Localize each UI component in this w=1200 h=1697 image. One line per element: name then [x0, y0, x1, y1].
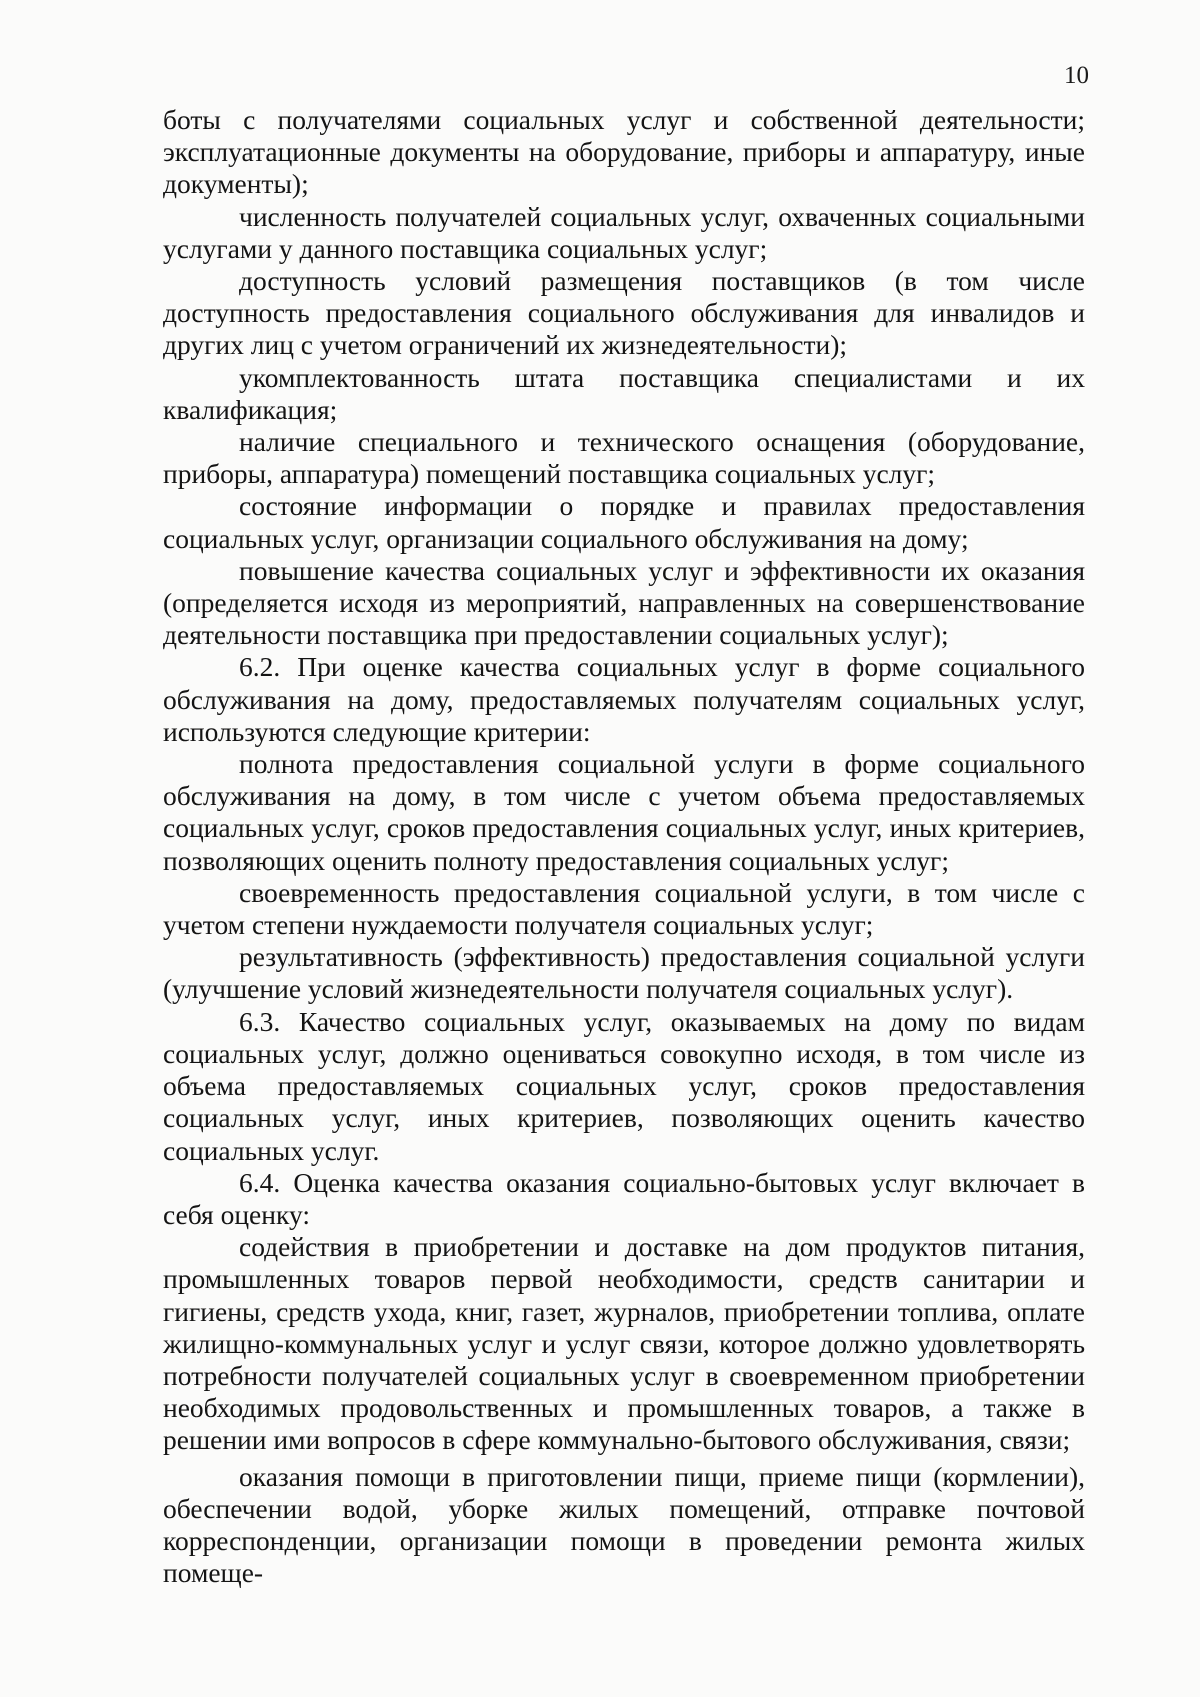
paragraph-purchase-assistance: содействия в приобретении и доставке на дом продуктов питания, промышленных товаров первой необходимости, средств санитарии и гигиены, средств ухода, книг, газет, журналов, приобретении топлива, оплате жилищно-коммунальных услуг и услуг связи, которое должно удовлетворять потребности получателей социальных услуг в своевременном приобретении необходимых продовольственных и промышленных товаров, а также в решении ими вопросов в сфере коммунально-бытового обслуживания, связи;	[163, 1231, 1085, 1456]
paragraph-quality-improvement: повышение качества социальных услуг и эффективности их оказания (определяется исходя из мероприятий, направленных на совершенствование деятельности поставщика при предоставлении социальных услуг);	[163, 554, 1085, 651]
paragraph-continuation: боты с получателями социальных услуг и собственной деятельности; эксплуатационные документы на оборудование, приборы и аппаратуру, иные документы);	[163, 104, 1085, 200]
paragraph-completeness: полнота предоставления социальной услуги в форме социального обслуживания на дому, в том числе с учетом объема предоставляемых социальных услуг, сроков предоставления социальных услуг, иных критериев, позволяющих оценить полноту предоставления социальных услуг;	[163, 748, 1085, 876]
paragraph-household-help: оказания помощи в приготовлении пищи, приеме пищи (кормлении), обеспечении водой, уборке жилых помещений, отправке почтовой корреспонденции, организации помощи в проведении ремонта жилых помеще-	[163, 1460, 1085, 1589]
paragraph-recipients-count: численность получателей социальных услуг, охваченных социальными услугами у данного поставщика социальных услуг;	[163, 200, 1085, 264]
paragraph-equipment: наличие специального и технического оснащения (оборудование, приборы, аппаратура) помещений поставщика социальных услуг;	[163, 426, 1085, 490]
paragraph-6-2: 6.2. При оценке качества социальных услуг в форме социального обслуживания на дому, предоставляемых получателям социальных услуг, используются следующие критерии:	[163, 651, 1085, 747]
paragraph-staffing: укомплектованность штата поставщика специалистами и их квалификация;	[163, 361, 1085, 425]
page-number: 10	[1064, 62, 1089, 89]
paragraph-6-4: 6.4. Оценка качества оказания социально-бытовых услуг включает в себя оценку:	[163, 1166, 1085, 1230]
body-text	[163, 104, 1085, 1589]
paragraph-effectiveness: результативность (эффективность) предоставления социальной услуги (улучшение условий жизнедеятельности получателя социальных услуг).	[163, 941, 1085, 1005]
paragraph-timeliness: своевременность предоставления социальной услуги, в том числе с учетом степени нуждаемости получателя социальных услуг;	[163, 876, 1085, 941]
paragraph-6-3: 6.3. Качество социальных услуг, оказываемых на дому по видам социальных услуг, должно оцениваться совокупно исходя, в том числе из объема предоставляемых социальных услуг, сроков предоставления социальных услуг, иных критериев, позволяющих оценить качество социальных услуг.	[163, 1005, 1085, 1166]
paragraph-accessibility: доступность условий размещения поставщиков (в том числе доступность предоставления социального обслуживания для инвалидов и других лиц с учетом ограничений их жизнедеятельности);	[163, 265, 1085, 361]
paragraph-information-status: состояние информации о порядке и правилах предоставления социальных услуг, организации социального обслуживания на дому;	[163, 490, 1085, 554]
